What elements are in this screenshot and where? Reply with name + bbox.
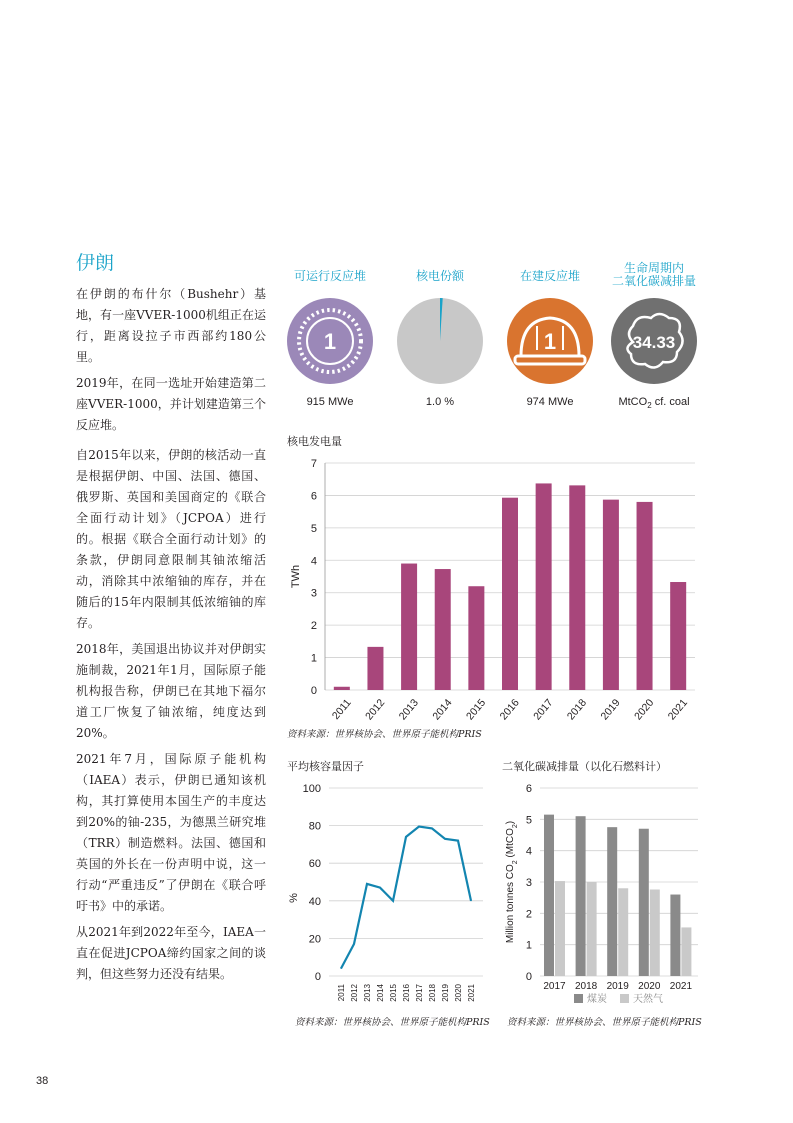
bar-gas bbox=[650, 890, 660, 976]
pie-icon bbox=[397, 298, 483, 384]
y-tick-label: 0 bbox=[525, 971, 532, 983]
x-tick-label: 2012 bbox=[350, 984, 359, 1002]
x-tick-label: 2020 bbox=[638, 981, 661, 992]
data-point bbox=[432, 828, 433, 829]
stat-big-number: 1 bbox=[323, 329, 337, 354]
legend-swatch bbox=[574, 994, 583, 1003]
chart-source: 资料来源：世界核协会、世界原子能机构PRIS bbox=[287, 729, 482, 740]
y-tick-label: 60 bbox=[308, 858, 321, 871]
stat-value: 1.0 % bbox=[425, 396, 455, 408]
stat-co2-avoided bbox=[594, 0, 714, 420]
series-line bbox=[341, 827, 471, 969]
stat-label: 核电份额 bbox=[415, 269, 464, 283]
y-tick-label: 6 bbox=[525, 783, 532, 795]
legend-swatch bbox=[620, 994, 629, 1003]
bar-coal bbox=[544, 815, 554, 976]
page-title: 伊朗 bbox=[76, 252, 115, 274]
data-point bbox=[367, 883, 368, 884]
y-axis-label: TWh bbox=[290, 564, 302, 589]
paragraph: 2018年，美国退出协议并对伊朗实施制裁，2021年1月，国际原子能机构报告称，伊朗已在其地下福尔道工厂恢复了铀浓缩，纯度达到20%。 bbox=[76, 642, 266, 740]
x-tick-label: 2020 bbox=[632, 696, 657, 723]
x-tick-label: 2021 bbox=[665, 696, 690, 723]
y-axis-label: % bbox=[288, 893, 300, 903]
stat-value: 915 MWe bbox=[306, 396, 354, 408]
stat-under-construction bbox=[490, 0, 610, 420]
co2-avoided-bar-chart bbox=[500, 775, 710, 1010]
x-tick-label: 2017 bbox=[415, 984, 424, 1002]
x-tick-label: 2013 bbox=[363, 984, 372, 1002]
x-tick-label: 2020 bbox=[454, 984, 463, 1002]
x-tick-label: 2018 bbox=[574, 981, 598, 992]
stat-label: 在建反应堆 bbox=[519, 269, 580, 283]
data-point bbox=[445, 838, 446, 839]
y-tick-label: 7 bbox=[310, 458, 317, 470]
x-tick-label: 2014 bbox=[376, 984, 385, 1002]
legend-label: 煤炭 bbox=[587, 994, 607, 1005]
bar-coal bbox=[639, 829, 649, 976]
y-tick-label: 6 bbox=[310, 490, 317, 503]
bar bbox=[468, 586, 484, 690]
y-tick-label: 5 bbox=[310, 522, 317, 535]
data-point bbox=[380, 887, 381, 888]
capacity-factor-line-chart bbox=[283, 775, 493, 1010]
bar-gas bbox=[618, 888, 628, 976]
data-point bbox=[341, 968, 342, 969]
bar-gas bbox=[681, 927, 691, 976]
y-tick-label: 0 bbox=[314, 971, 321, 983]
x-tick-label: 2011 bbox=[337, 984, 346, 1002]
x-tick-label: 2019 bbox=[441, 984, 450, 1002]
chart-source: 资料来源：世界核协会、世界原子能机构PRIS bbox=[295, 1017, 490, 1028]
bar bbox=[569, 485, 585, 690]
hardhat-icon bbox=[507, 298, 593, 384]
x-tick-label: 2019 bbox=[606, 981, 629, 992]
reactor-icon bbox=[287, 298, 373, 384]
data-point bbox=[471, 900, 472, 901]
x-tick-label: 2012 bbox=[363, 696, 388, 723]
x-tick-label: 2014 bbox=[430, 696, 455, 723]
stat-operable-reactors bbox=[270, 0, 390, 420]
bar-gas bbox=[587, 882, 597, 976]
y-tick-label: 100 bbox=[302, 783, 321, 795]
y-tick-label: 4 bbox=[525, 845, 532, 858]
chart-title-generation: 核电发电量 bbox=[287, 435, 342, 448]
x-tick-label: 2018 bbox=[564, 696, 590, 723]
bar bbox=[435, 569, 451, 690]
stat-big-number: 1 bbox=[543, 329, 557, 354]
cloud-icon bbox=[611, 298, 697, 384]
stat-value: 974 MWe bbox=[526, 396, 574, 408]
bar bbox=[334, 687, 350, 690]
generation-bar-chart bbox=[283, 450, 703, 730]
y-tick-label: 2 bbox=[310, 620, 317, 633]
bar bbox=[637, 502, 653, 690]
y-tick-label: 0 bbox=[310, 685, 317, 697]
y-tick-label: 2 bbox=[525, 908, 532, 921]
bar-coal bbox=[670, 895, 680, 976]
stat-big-number: 34.33 bbox=[632, 333, 676, 352]
x-tick-label: 2011 bbox=[329, 696, 354, 722]
bar-coal bbox=[607, 827, 617, 976]
x-tick-label: 2021 bbox=[467, 984, 476, 1002]
article-body bbox=[76, 284, 266, 990]
x-tick-label: 2016 bbox=[497, 696, 522, 723]
bar bbox=[367, 647, 383, 690]
x-tick-label: 2016 bbox=[402, 984, 411, 1002]
paragraph: 2019年，在同一选址开始建造第二座VVER-1000，并计划建造第三个反应堆。 bbox=[76, 376, 266, 432]
x-tick-label: 2015 bbox=[389, 984, 398, 1002]
chart-title-capacity-factor: 平均核容量因子 bbox=[287, 760, 364, 773]
data-point bbox=[393, 900, 394, 901]
stat-label: 可运行反应堆 bbox=[293, 269, 366, 283]
data-point bbox=[354, 944, 355, 945]
bar bbox=[536, 483, 552, 690]
data-point bbox=[458, 840, 459, 841]
bar bbox=[502, 498, 518, 690]
y-tick-label: 1 bbox=[310, 652, 317, 665]
paragraph: 自2015年以来，伊朗的核活动一直是根据伊朗、中国、法国、德国、俄罗斯、英国和美国商定的《联合全面行动计划》（JCPOA）进行的。根据《联合全面行动计划》的条款，伊朗同意限制其铀浓缩活动，消除其中浓缩铀的库存，并在随后的15年内限制其低浓缩铀的库存。 bbox=[76, 448, 266, 630]
stat-nuclear-share bbox=[380, 0, 500, 420]
bar-gas bbox=[555, 881, 565, 976]
y-tick-label: 40 bbox=[308, 895, 321, 908]
page-number: 38 bbox=[36, 1075, 49, 1087]
y-tick-label: 1 bbox=[525, 939, 532, 952]
bar-coal bbox=[576, 816, 586, 976]
paragraph: 2021年7月，国际原子能机构（IAEA）表示，伊朗已通知该机构，其打算使用本国生产的丰度达到20%的铀-235，为德黑兰研究堆（TRR）制造燃料。法国、德国和英国的外长在一份声明中说，这一行动“严重违反”了伊朗在《联合呼吁书》中的承诺。 bbox=[76, 752, 266, 913]
bar bbox=[401, 564, 417, 690]
chart-source: 资料来源：世界核协会、世界原子能机构PRIS bbox=[507, 1017, 702, 1028]
data-point bbox=[406, 836, 407, 837]
y-tick-label: 80 bbox=[308, 820, 321, 833]
x-tick-label: 2015 bbox=[463, 696, 489, 723]
data-point bbox=[419, 826, 420, 827]
y-tick-label: 5 bbox=[525, 814, 532, 827]
y-tick-label: 4 bbox=[310, 555, 317, 568]
y-tick-label: 3 bbox=[525, 877, 532, 889]
x-tick-label: 2017 bbox=[543, 981, 566, 992]
x-tick-label: 2018 bbox=[428, 984, 437, 1002]
chart-title-co2: 二氧化碳减排量（以化石燃料计） bbox=[502, 760, 667, 773]
paragraph: 从2021年到2022年至今，IAEA一直在促进JCPOA缔约国家之间的谈判，但这些努力还没有结果。 bbox=[76, 925, 266, 981]
x-tick-label: 2019 bbox=[598, 696, 623, 723]
x-tick-label: 2013 bbox=[396, 696, 421, 723]
y-tick-label: 3 bbox=[310, 587, 317, 600]
bar bbox=[603, 500, 619, 690]
stat-label: 生命周期内 二氧化碳减排量 bbox=[611, 261, 696, 288]
legend-label: 天然气 bbox=[633, 994, 663, 1005]
stat-value: MtCO$_2$ cf. coal bbox=[618, 396, 690, 411]
y-axis-label: Million tonnes $CO_2$ (MtCO$_2$) bbox=[505, 820, 519, 944]
x-tick-label: 2021 bbox=[669, 981, 693, 992]
x-tick-label: 2017 bbox=[531, 696, 556, 723]
paragraph: 在伊朗的布什尔（Bushehr）基地，有一座VVER-1000机组正在运行，距离设拉子市西部约180公里。 bbox=[76, 287, 266, 364]
bar bbox=[670, 582, 686, 690]
y-tick-label: 20 bbox=[308, 933, 321, 946]
